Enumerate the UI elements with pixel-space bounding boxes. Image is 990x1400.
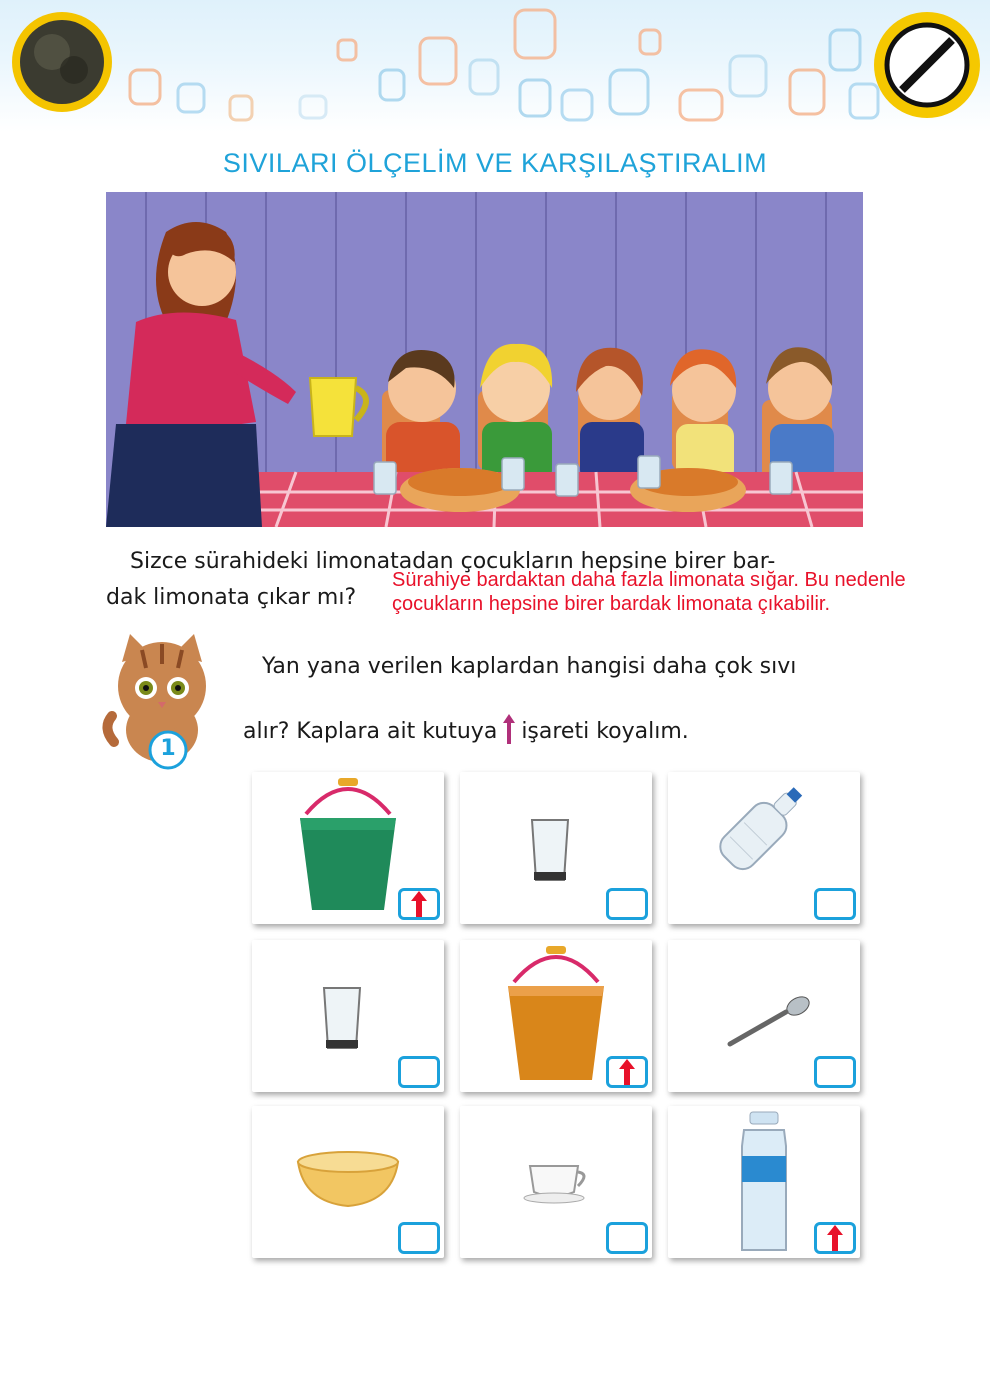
answer-checkbox[interactable] — [606, 1056, 648, 1088]
answer-checkbox[interactable] — [814, 1056, 856, 1088]
answer-checkbox[interactable] — [606, 1222, 648, 1254]
question-line-2: dak limonata çıkar mı? — [106, 585, 357, 610]
red-up-arrow-icon — [401, 891, 437, 917]
answer-checkbox[interactable] — [398, 1056, 440, 1088]
activity-number: 1 — [160, 736, 176, 761]
up-arrow-icon — [503, 714, 515, 750]
answer-checkbox[interactable] — [814, 888, 856, 920]
instruction-line-2 — [243, 714, 863, 750]
banner-pattern — [0, 0, 990, 132]
red-up-arrow-icon — [817, 1225, 853, 1251]
cup-card — [460, 1106, 652, 1258]
header-banner — [0, 0, 990, 132]
answer-checkbox[interactable] — [398, 1222, 440, 1254]
glass-card — [460, 772, 652, 924]
teacher-children-illustration — [106, 192, 863, 527]
bowl-card — [252, 1106, 444, 1258]
seal-left-icon[interactable] — [8, 8, 116, 116]
instruction-line-2-b: işareti koyalım. — [521, 719, 689, 744]
page-title: SIVILARI ÖLÇELİM VE KARŞILAŞTIRALIM — [222, 148, 768, 178]
instruction-line-1: Yan yana verilen kaplardan hangisi daha çok sıvı — [262, 654, 797, 679]
question-line-1: Sizce sürahideki limonatadan çocukların hepsine birer bar- — [130, 549, 776, 574]
answer-text: Sürahiye bardaktan daha fazla limonata sığar. Bu nedenle çocukların hepsine birer bardak limonata çıkabilir. — [392, 569, 906, 615]
red-up-arrow-icon — [609, 1059, 645, 1085]
answer-checkbox[interactable] — [606, 888, 648, 920]
orange-bucket-card — [460, 940, 652, 1092]
answer-checkbox[interactable] — [398, 888, 440, 920]
glass-card — [252, 940, 444, 1092]
answer-checkbox[interactable] — [814, 1222, 856, 1254]
green-bucket-card — [252, 772, 444, 924]
spoon-card — [668, 940, 860, 1092]
instruction-line-2-a: alır? Kaplara ait kutuya — [243, 719, 498, 744]
buy-badge-icon[interactable] — [872, 10, 982, 120]
water-bottle-card — [668, 1106, 860, 1258]
plastic-bottle-card — [668, 772, 860, 924]
